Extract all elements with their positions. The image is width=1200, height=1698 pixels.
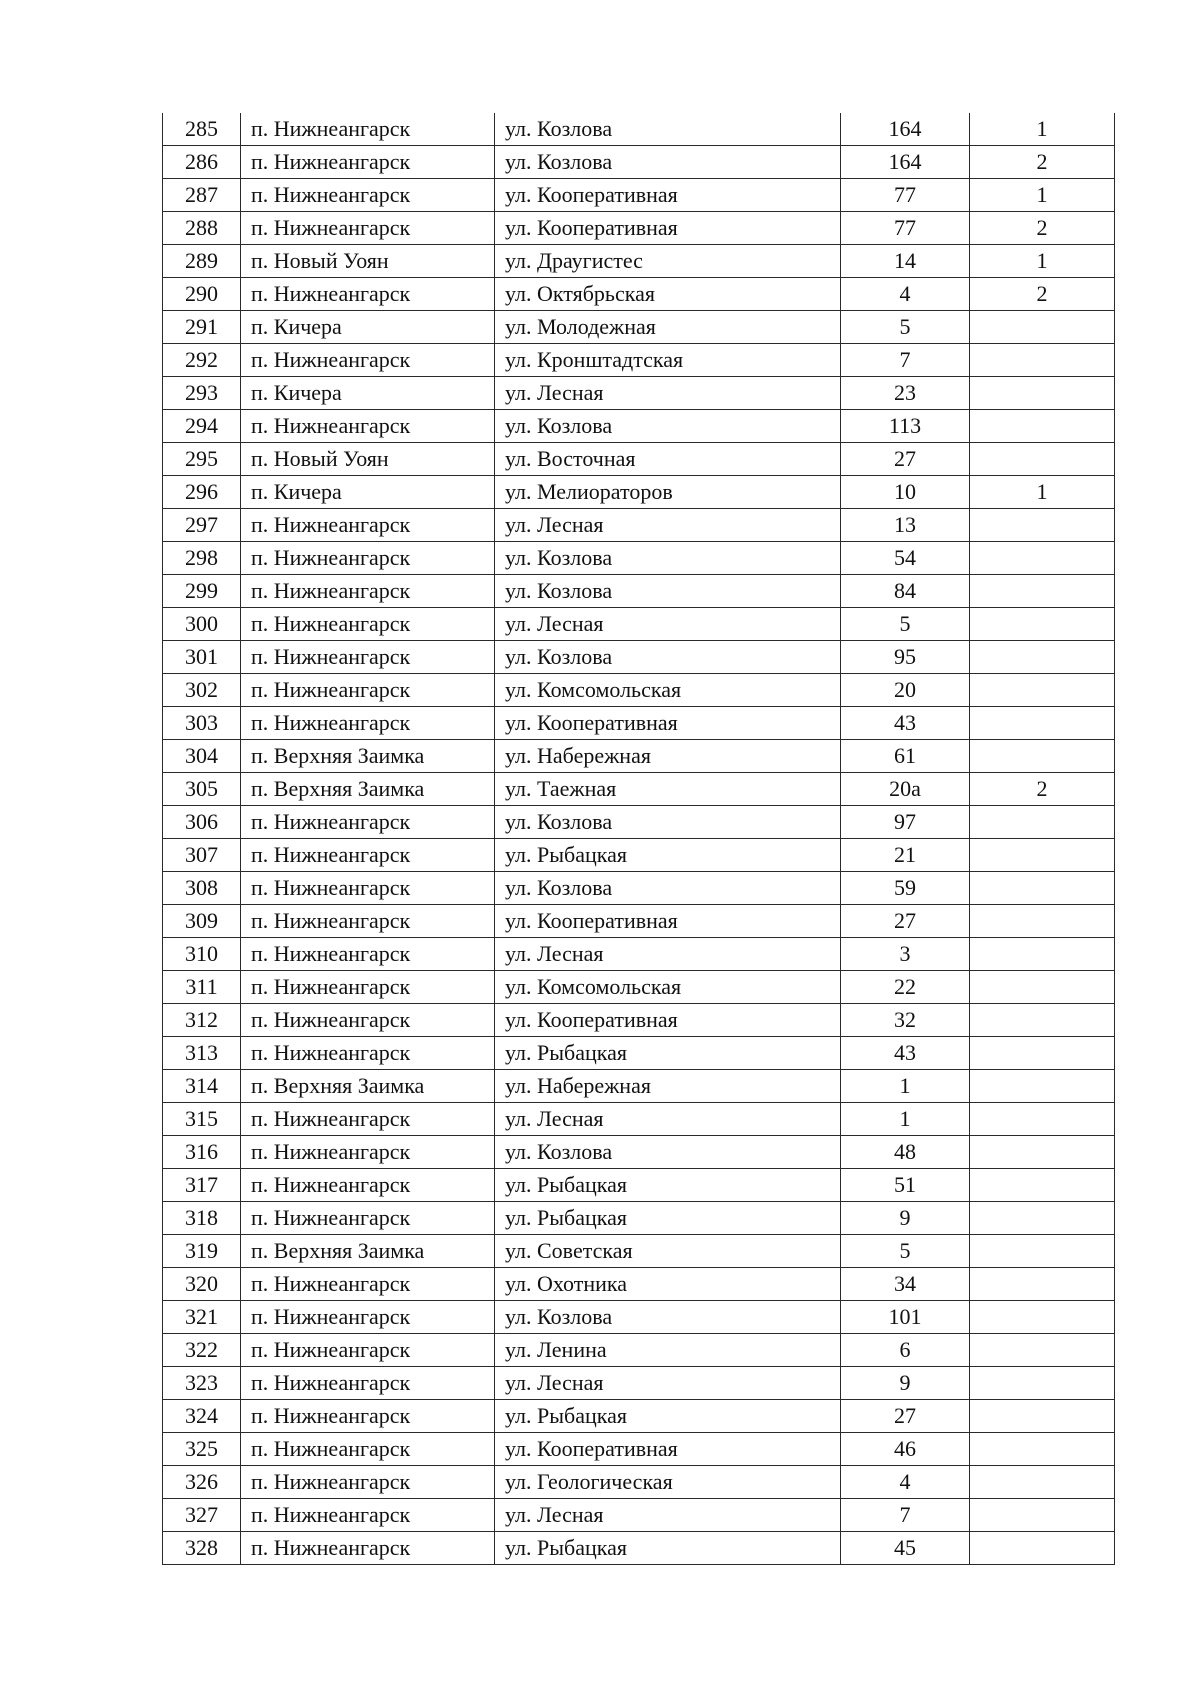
row-number-cell: 296 xyxy=(163,476,241,509)
apartment-cell xyxy=(970,674,1115,707)
house-number-cell: 164 xyxy=(841,113,970,146)
locality-cell: п. Нижнеангарск xyxy=(241,872,495,905)
row-number-cell: 318 xyxy=(163,1202,241,1235)
locality-cell: п. Нижнеангарск xyxy=(241,1136,495,1169)
table-row xyxy=(163,707,1115,740)
table-row xyxy=(163,146,1115,179)
apartment-cell: 1 xyxy=(970,179,1115,212)
table-row xyxy=(163,674,1115,707)
locality-cell: п. Нижнеангарск xyxy=(241,146,495,179)
table-row xyxy=(163,476,1115,509)
apartment-cell: 2 xyxy=(970,146,1115,179)
house-number-cell: 48 xyxy=(841,1136,970,1169)
street-cell: ул. Кооперативная xyxy=(495,212,841,245)
apartment-cell xyxy=(970,443,1115,476)
street-cell: ул. Советская xyxy=(495,1235,841,1268)
row-number-cell: 315 xyxy=(163,1103,241,1136)
locality-cell: п. Нижнеангарск xyxy=(241,509,495,542)
street-cell: ул. Лесная xyxy=(495,608,841,641)
row-number-cell: 292 xyxy=(163,344,241,377)
row-number-cell: 324 xyxy=(163,1400,241,1433)
table-row xyxy=(163,1268,1115,1301)
table-row xyxy=(163,1235,1115,1268)
row-number-cell: 297 xyxy=(163,509,241,542)
house-number-cell: 1 xyxy=(841,1070,970,1103)
locality-cell: п. Нижнеангарск xyxy=(241,575,495,608)
street-cell: ул. Ленина xyxy=(495,1334,841,1367)
locality-cell: п. Верхняя Заимка xyxy=(241,1070,495,1103)
row-number-cell: 326 xyxy=(163,1466,241,1499)
locality-cell: п. Нижнеангарск xyxy=(241,179,495,212)
street-cell: ул. Комсомольская xyxy=(495,971,841,1004)
row-number-cell: 317 xyxy=(163,1169,241,1202)
row-number-cell: 295 xyxy=(163,443,241,476)
row-number-cell: 320 xyxy=(163,1268,241,1301)
street-cell: ул. Кооперативная xyxy=(495,905,841,938)
apartment-cell xyxy=(970,377,1115,410)
table-row xyxy=(163,509,1115,542)
apartment-cell: 2 xyxy=(970,278,1115,311)
row-number-cell: 328 xyxy=(163,1532,241,1565)
apartment-cell xyxy=(970,1004,1115,1037)
locality-cell: п. Нижнеангарск xyxy=(241,674,495,707)
house-number-cell: 7 xyxy=(841,344,970,377)
table-row xyxy=(163,1169,1115,1202)
apartment-cell xyxy=(970,1037,1115,1070)
house-number-cell: 14 xyxy=(841,245,970,278)
row-number-cell: 313 xyxy=(163,1037,241,1070)
house-number-cell: 6 xyxy=(841,1334,970,1367)
house-number-cell: 4 xyxy=(841,278,970,311)
apartment-cell: 2 xyxy=(970,212,1115,245)
locality-cell: п. Верхняя Заимка xyxy=(241,740,495,773)
table-row xyxy=(163,839,1115,872)
house-number-cell: 43 xyxy=(841,707,970,740)
row-number-cell: 304 xyxy=(163,740,241,773)
locality-cell: п. Нижнеангарск xyxy=(241,1169,495,1202)
house-number-cell: 164 xyxy=(841,146,970,179)
apartment-cell xyxy=(970,1268,1115,1301)
house-number-cell: 77 xyxy=(841,179,970,212)
row-number-cell: 300 xyxy=(163,608,241,641)
table-row xyxy=(163,938,1115,971)
row-number-cell: 325 xyxy=(163,1433,241,1466)
locality-cell: п. Верхняя Заимка xyxy=(241,1235,495,1268)
house-number-cell: 1 xyxy=(841,1103,970,1136)
apartment-cell xyxy=(970,806,1115,839)
house-number-cell: 84 xyxy=(841,575,970,608)
street-cell: ул. Козлова xyxy=(495,641,841,674)
house-number-cell: 27 xyxy=(841,905,970,938)
row-number-cell: 290 xyxy=(163,278,241,311)
row-number-cell: 322 xyxy=(163,1334,241,1367)
table-row xyxy=(163,971,1115,1004)
locality-cell: п. Нижнеангарск xyxy=(241,1499,495,1532)
locality-cell: п. Нижнеангарск xyxy=(241,278,495,311)
locality-cell: п. Кичера xyxy=(241,311,495,344)
apartment-cell xyxy=(970,707,1115,740)
row-number-cell: 285 xyxy=(163,113,241,146)
row-number-cell: 307 xyxy=(163,839,241,872)
apartment-cell xyxy=(970,1070,1115,1103)
apartment-cell xyxy=(970,311,1115,344)
table-row xyxy=(163,113,1115,146)
house-number-cell: 3 xyxy=(841,938,970,971)
house-number-cell: 77 xyxy=(841,212,970,245)
street-cell: ул. Рыбацкая xyxy=(495,1400,841,1433)
apartment-cell xyxy=(970,1235,1115,1268)
table-row xyxy=(163,773,1115,806)
table-row xyxy=(163,575,1115,608)
row-number-cell: 286 xyxy=(163,146,241,179)
table-row xyxy=(163,1004,1115,1037)
house-number-cell: 22 xyxy=(841,971,970,1004)
table-row xyxy=(163,1334,1115,1367)
locality-cell: п. Нижнеангарск xyxy=(241,410,495,443)
row-number-cell: 293 xyxy=(163,377,241,410)
house-number-cell: 43 xyxy=(841,1037,970,1070)
house-number-cell: 45 xyxy=(841,1532,970,1565)
house-number-cell: 113 xyxy=(841,410,970,443)
locality-cell: п. Нижнеангарск xyxy=(241,113,495,146)
locality-cell: п. Нижнеангарск xyxy=(241,212,495,245)
street-cell: ул. Охотника xyxy=(495,1268,841,1301)
row-number-cell: 327 xyxy=(163,1499,241,1532)
apartment-cell xyxy=(970,740,1115,773)
apartment-cell xyxy=(970,1301,1115,1334)
apartment-cell xyxy=(970,1433,1115,1466)
row-number-cell: 316 xyxy=(163,1136,241,1169)
house-number-cell: 7 xyxy=(841,1499,970,1532)
street-cell: ул. Лесная xyxy=(495,509,841,542)
row-number-cell: 321 xyxy=(163,1301,241,1334)
street-cell: ул. Козлова xyxy=(495,1301,841,1334)
apartment-cell xyxy=(970,1169,1115,1202)
table-row xyxy=(163,806,1115,839)
street-cell: ул. Кооперативная xyxy=(495,1433,841,1466)
street-cell: ул. Козлова xyxy=(495,410,841,443)
house-number-cell: 51 xyxy=(841,1169,970,1202)
locality-cell: п. Нижнеангарск xyxy=(241,1532,495,1565)
locality-cell: п. Нижнеангарск xyxy=(241,1202,495,1235)
table-row xyxy=(163,212,1115,245)
street-cell: ул. Кооперативная xyxy=(495,1004,841,1037)
table-row xyxy=(163,1367,1115,1400)
house-number-cell: 9 xyxy=(841,1202,970,1235)
row-number-cell: 294 xyxy=(163,410,241,443)
locality-cell: п. Нижнеангарск xyxy=(241,542,495,575)
street-cell: ул. Геологическая xyxy=(495,1466,841,1499)
row-number-cell: 319 xyxy=(163,1235,241,1268)
locality-cell: п. Нижнеангарск xyxy=(241,971,495,1004)
table-row xyxy=(163,641,1115,674)
house-number-cell: 95 xyxy=(841,641,970,674)
apartment-cell xyxy=(970,542,1115,575)
locality-cell: п. Нижнеангарск xyxy=(241,1268,495,1301)
locality-cell: п. Нижнеангарск xyxy=(241,806,495,839)
row-number-cell: 288 xyxy=(163,212,241,245)
apartment-cell: 2 xyxy=(970,773,1115,806)
street-cell: ул. Лесная xyxy=(495,938,841,971)
street-cell: ул. Кооперативная xyxy=(495,707,841,740)
house-number-cell: 20 xyxy=(841,674,970,707)
table-row xyxy=(163,311,1115,344)
house-number-cell: 46 xyxy=(841,1433,970,1466)
street-cell: ул. Таежная xyxy=(495,773,841,806)
apartment-cell xyxy=(970,509,1115,542)
street-cell: ул. Козлова xyxy=(495,872,841,905)
table-row xyxy=(163,1070,1115,1103)
street-cell: ул. Набережная xyxy=(495,1070,841,1103)
table-row xyxy=(163,344,1115,377)
apartment-cell xyxy=(970,1367,1115,1400)
locality-cell: п. Нижнеангарск xyxy=(241,1433,495,1466)
row-number-cell: 291 xyxy=(163,311,241,344)
address-table-body xyxy=(163,113,1115,1565)
table-row xyxy=(163,1202,1115,1235)
house-number-cell: 10 xyxy=(841,476,970,509)
locality-cell: п. Нижнеангарск xyxy=(241,1103,495,1136)
apartment-cell: 1 xyxy=(970,476,1115,509)
street-cell: ул. Молодежная xyxy=(495,311,841,344)
locality-cell: п. Новый Уоян xyxy=(241,443,495,476)
table-row xyxy=(163,443,1115,476)
table-row xyxy=(163,1103,1115,1136)
street-cell: ул. Лесная xyxy=(495,377,841,410)
house-number-cell: 97 xyxy=(841,806,970,839)
house-number-cell: 9 xyxy=(841,1367,970,1400)
table-row xyxy=(163,1136,1115,1169)
street-cell: ул. Рыбацкая xyxy=(495,839,841,872)
locality-cell: п. Верхняя Заимка xyxy=(241,773,495,806)
row-number-cell: 323 xyxy=(163,1367,241,1400)
apartment-cell xyxy=(970,608,1115,641)
locality-cell: п. Нижнеангарск xyxy=(241,1466,495,1499)
street-cell: ул. Рыбацкая xyxy=(495,1532,841,1565)
locality-cell: п. Кичера xyxy=(241,377,495,410)
apartment-cell xyxy=(970,1136,1115,1169)
street-cell: ул. Козлова xyxy=(495,542,841,575)
street-cell: ул. Кооперативная xyxy=(495,179,841,212)
house-number-cell: 101 xyxy=(841,1301,970,1334)
locality-cell: п. Нижнеангарск xyxy=(241,1334,495,1367)
row-number-cell: 311 xyxy=(163,971,241,1004)
street-cell: ул. Мелиораторов xyxy=(495,476,841,509)
house-number-cell: 20а xyxy=(841,773,970,806)
street-cell: ул. Лесная xyxy=(495,1367,841,1400)
house-number-cell: 5 xyxy=(841,311,970,344)
locality-cell: п. Нижнеангарск xyxy=(241,1367,495,1400)
street-cell: ул. Козлова xyxy=(495,113,841,146)
house-number-cell: 23 xyxy=(841,377,970,410)
table-row xyxy=(163,608,1115,641)
house-number-cell: 5 xyxy=(841,608,970,641)
locality-cell: п. Кичера xyxy=(241,476,495,509)
table-row xyxy=(163,1301,1115,1334)
apartment-cell xyxy=(970,971,1115,1004)
table-row xyxy=(163,245,1115,278)
street-cell: ул. Лесная xyxy=(495,1103,841,1136)
street-cell: ул. Комсомольская xyxy=(495,674,841,707)
apartment-cell xyxy=(970,1103,1115,1136)
locality-cell: п. Нижнеангарск xyxy=(241,1400,495,1433)
row-number-cell: 306 xyxy=(163,806,241,839)
street-cell: ул. Козлова xyxy=(495,575,841,608)
row-number-cell: 301 xyxy=(163,641,241,674)
apartment-cell xyxy=(970,905,1115,938)
row-number-cell: 310 xyxy=(163,938,241,971)
row-number-cell: 302 xyxy=(163,674,241,707)
street-cell: ул. Драугистес xyxy=(495,245,841,278)
locality-cell: п. Нижнеангарск xyxy=(241,707,495,740)
apartment-cell xyxy=(970,344,1115,377)
locality-cell: п. Нижнеангарск xyxy=(241,641,495,674)
apartment-cell xyxy=(970,1400,1115,1433)
locality-cell: п. Нижнеангарск xyxy=(241,608,495,641)
table-row xyxy=(163,905,1115,938)
row-number-cell: 303 xyxy=(163,707,241,740)
house-number-cell: 27 xyxy=(841,1400,970,1433)
house-number-cell: 5 xyxy=(841,1235,970,1268)
apartment-cell xyxy=(970,575,1115,608)
table-row xyxy=(163,179,1115,212)
row-number-cell: 289 xyxy=(163,245,241,278)
row-number-cell: 305 xyxy=(163,773,241,806)
house-number-cell: 4 xyxy=(841,1466,970,1499)
apartment-cell xyxy=(970,839,1115,872)
house-number-cell: 32 xyxy=(841,1004,970,1037)
street-cell: ул. Козлова xyxy=(495,1136,841,1169)
street-cell: ул. Кронштадтская xyxy=(495,344,841,377)
apartment-cell: 1 xyxy=(970,245,1115,278)
apartment-cell xyxy=(970,938,1115,971)
street-cell: ул. Рыбацкая xyxy=(495,1169,841,1202)
locality-cell: п. Нижнеангарск xyxy=(241,1004,495,1037)
table-row xyxy=(163,1400,1115,1433)
table-row xyxy=(163,1499,1115,1532)
house-number-cell: 59 xyxy=(841,872,970,905)
address-table xyxy=(162,113,1115,1565)
house-number-cell: 54 xyxy=(841,542,970,575)
house-number-cell: 34 xyxy=(841,1268,970,1301)
row-number-cell: 314 xyxy=(163,1070,241,1103)
street-cell: ул. Козлова xyxy=(495,806,841,839)
locality-cell: п. Нижнеангарск xyxy=(241,938,495,971)
house-number-cell: 61 xyxy=(841,740,970,773)
row-number-cell: 298 xyxy=(163,542,241,575)
locality-cell: п. Нижнеангарск xyxy=(241,839,495,872)
row-number-cell: 309 xyxy=(163,905,241,938)
street-cell: ул. Лесная xyxy=(495,1499,841,1532)
table-row xyxy=(163,1433,1115,1466)
apartment-cell xyxy=(970,872,1115,905)
apartment-cell xyxy=(970,641,1115,674)
apartment-cell xyxy=(970,410,1115,443)
locality-cell: п. Новый Уоян xyxy=(241,245,495,278)
row-number-cell: 287 xyxy=(163,179,241,212)
house-number-cell: 13 xyxy=(841,509,970,542)
street-cell: ул. Октябрьская xyxy=(495,278,841,311)
apartment-cell xyxy=(970,1334,1115,1367)
street-cell: ул. Рыбацкая xyxy=(495,1037,841,1070)
street-cell: ул. Козлова xyxy=(495,146,841,179)
row-number-cell: 308 xyxy=(163,872,241,905)
apartment-cell xyxy=(970,1202,1115,1235)
table-row xyxy=(163,1532,1115,1565)
table-row xyxy=(163,410,1115,443)
house-number-cell: 21 xyxy=(841,839,970,872)
locality-cell: п. Нижнеангарск xyxy=(241,344,495,377)
street-cell: ул. Набережная xyxy=(495,740,841,773)
apartment-cell: 1 xyxy=(970,113,1115,146)
street-cell: ул. Рыбацкая xyxy=(495,1202,841,1235)
row-number-cell: 312 xyxy=(163,1004,241,1037)
street-cell: ул. Восточная xyxy=(495,443,841,476)
house-number-cell: 27 xyxy=(841,443,970,476)
apartment-cell xyxy=(970,1499,1115,1532)
table-row xyxy=(163,1037,1115,1070)
row-number-cell: 299 xyxy=(163,575,241,608)
table-row xyxy=(163,278,1115,311)
table-row xyxy=(163,377,1115,410)
apartment-cell xyxy=(970,1466,1115,1499)
apartment-cell xyxy=(970,1532,1115,1565)
locality-cell: п. Нижнеангарск xyxy=(241,1037,495,1070)
table-row xyxy=(163,1466,1115,1499)
table-row xyxy=(163,542,1115,575)
locality-cell: п. Нижнеангарск xyxy=(241,905,495,938)
locality-cell: п. Нижнеангарск xyxy=(241,1301,495,1334)
table-row xyxy=(163,740,1115,773)
table-row xyxy=(163,872,1115,905)
